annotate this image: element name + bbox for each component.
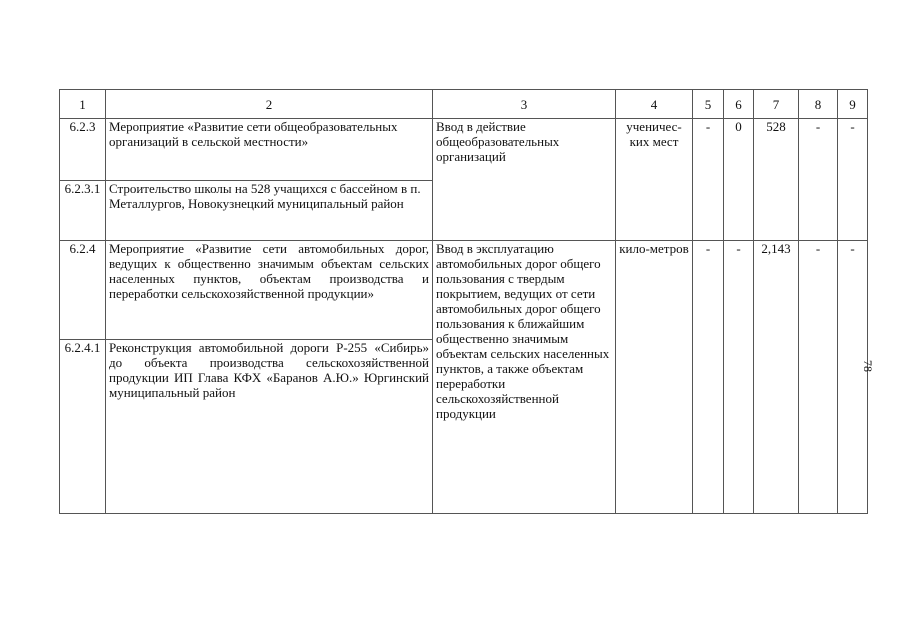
page-number: 78 bbox=[861, 360, 875, 372]
value-col6: 0 bbox=[724, 119, 754, 241]
header-row bbox=[60, 90, 868, 119]
unit-cell: кило-метров bbox=[616, 241, 693, 514]
value-col9: - bbox=[838, 119, 868, 241]
value-col8: - bbox=[799, 119, 838, 241]
header-cell-5: 5 bbox=[693, 90, 724, 119]
value-col8: - bbox=[799, 241, 838, 514]
program-table bbox=[59, 89, 868, 514]
header-cell-9: 9 bbox=[838, 90, 868, 119]
table-row bbox=[60, 241, 868, 340]
header-cell-6: 6 bbox=[724, 90, 754, 119]
row-code: 6.2.3.1 bbox=[60, 181, 106, 241]
row-title: Мероприятие «Развитие сети общеобразовательных организаций в сельской местности» bbox=[106, 119, 433, 181]
value-col7: 528 bbox=[754, 119, 799, 241]
header-cell-7: 7 bbox=[754, 90, 799, 119]
row-code: 6.2.3 bbox=[60, 119, 106, 181]
header-cell-4: 4 bbox=[616, 90, 693, 119]
header-cell-1: 1 bbox=[60, 90, 106, 119]
table-row bbox=[60, 119, 868, 181]
value-col5: - bbox=[693, 241, 724, 514]
row-title: Мероприятие «Развитие сети автомобильных дорог, ведущих к общественно значимым объектам сельских населенных пунктов, объектам производства и переработки сельскохозяйственной продукции» bbox=[106, 241, 433, 340]
row-title: Строительство школы на 528 учащихся с бассейном в п. Металлургов, Новокузнецкий муниципальный район bbox=[106, 181, 433, 241]
value-col5: - bbox=[693, 119, 724, 241]
unit-cell: ученичес-ких мест bbox=[616, 119, 693, 241]
indicator-cell: Ввод в действие общеобразовательных организаций bbox=[433, 119, 616, 241]
row-title: Реконструкция автомобильной дороги Р-255 «Сибирь» до объекта производства сельскохозяйственной продукции ИП Глава КФХ «Баранов А.Ю.» Юргинский муниципальный район bbox=[106, 340, 433, 514]
value-col7: 2,143 bbox=[754, 241, 799, 514]
header-cell-2: 2 bbox=[106, 90, 433, 119]
header-cell-3: 3 bbox=[433, 90, 616, 119]
indicator-cell: Ввод в эксплуатацию автомобильных дорог общего пользования с твердым покрытием, ведущих от сети автомобильных дорог общего пользования к ближайшим общественно значимым объектам сельских населенных пунктов, а также объектам переработки сельскохозяйственной продукции bbox=[433, 241, 616, 514]
value-col9: - bbox=[838, 241, 868, 514]
header-cell-8: 8 bbox=[799, 90, 838, 119]
row-code: 6.2.4.1 bbox=[60, 340, 106, 514]
value-col6: - bbox=[724, 241, 754, 514]
row-code: 6.2.4 bbox=[60, 241, 106, 340]
